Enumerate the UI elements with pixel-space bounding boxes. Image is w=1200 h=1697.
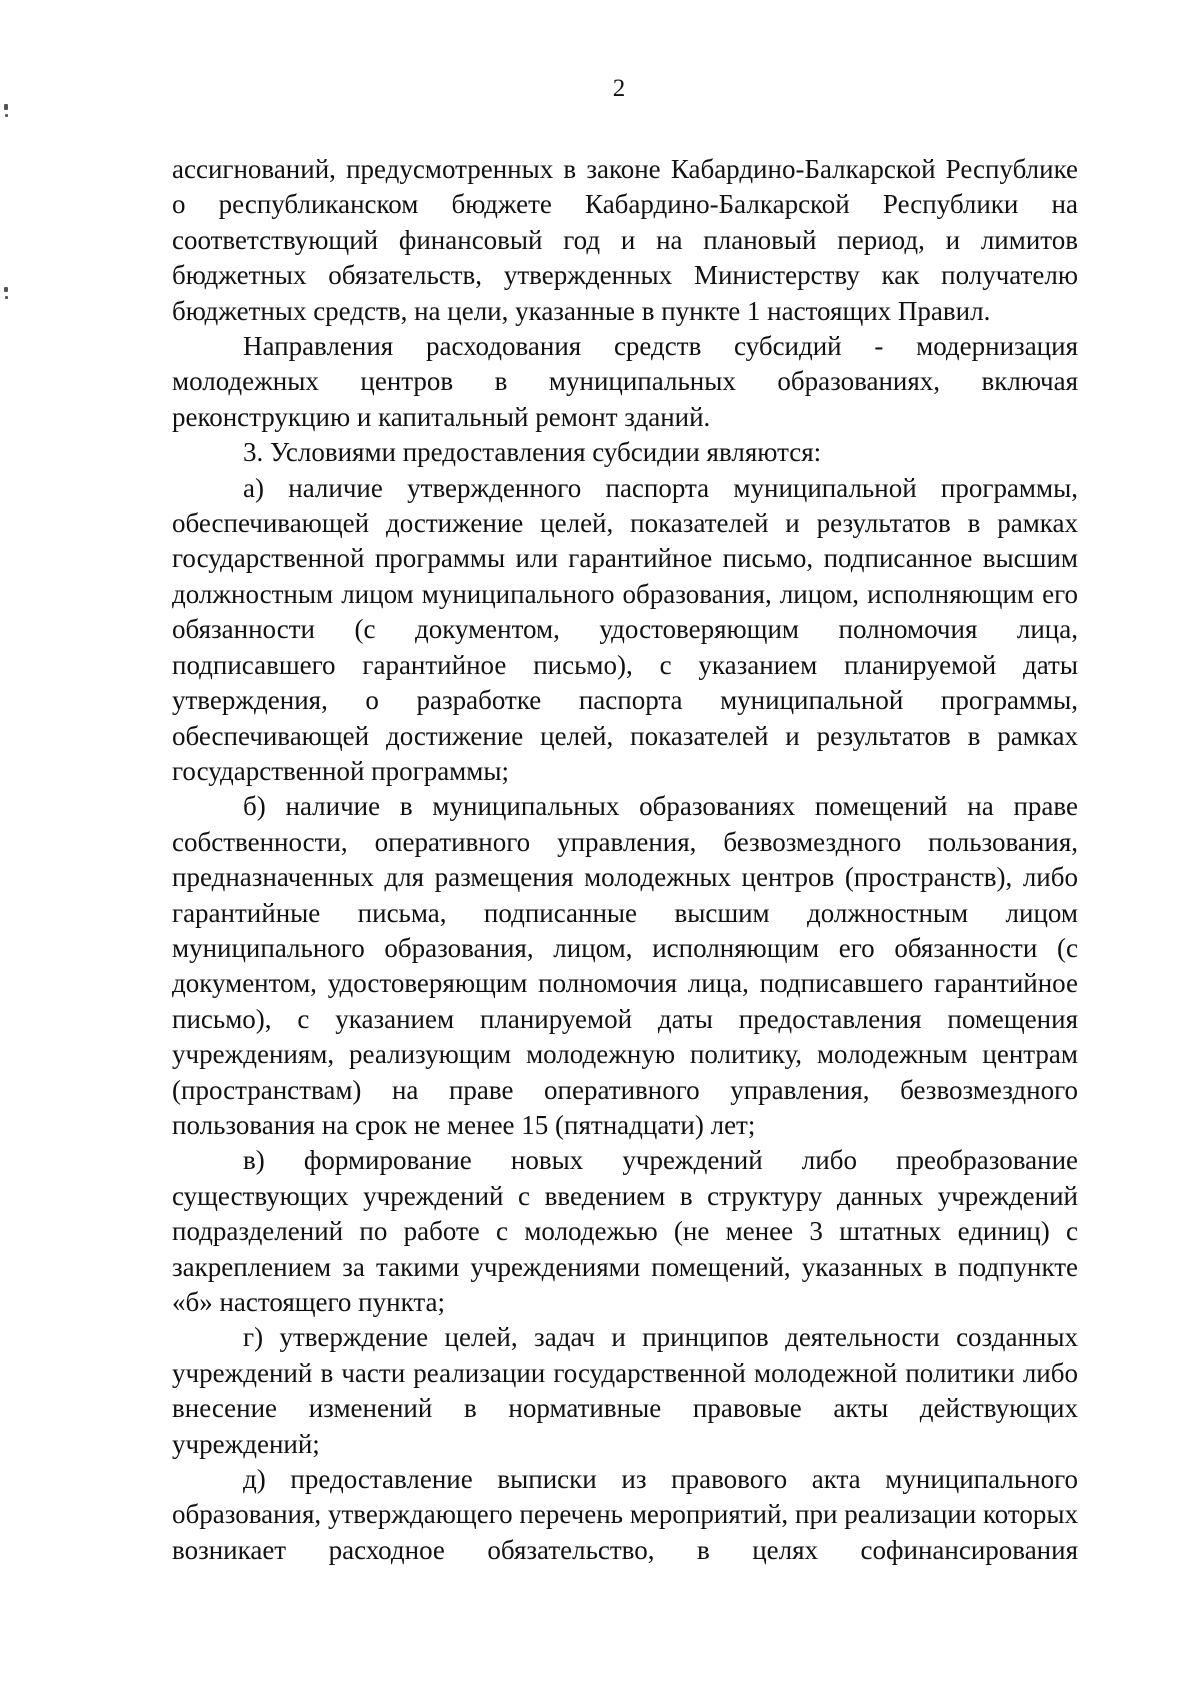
paragraph-spending-directions: Направления расходования средств субсидий - модернизация молодежных центров в муниципальных образованиях, включая реконструкцию и капитальный ремонт зданий. xyxy=(172,331,1078,432)
scan-artifact xyxy=(4,104,8,110)
page-number: 2 xyxy=(612,75,626,102)
paragraph-condition-d: д) предоставление выписки из правового акта муниципального образования, утверждающего перечень мероприятий, при реализации которых возникает расходное обязательство, в целях софинансирования xyxy=(172,1464,1078,1565)
paragraph-conditions-heading: 3. Условиями предоставления субсидии являются: xyxy=(243,437,822,468)
scan-artifact xyxy=(4,287,8,292)
scan-artifact xyxy=(5,296,8,299)
scan-artifact xyxy=(5,114,8,117)
paragraph-condition-v: в) формирование новых учреждений либо преобразование существующих учреждений с введением в структуру данных учреждений подразделений по работе с молодежью (не менее 3 штатных единиц) с закреплением за такими учреждениями помещений, указанных в подпункте «б» настоящего пункта; xyxy=(172,1145,1078,1317)
paragraph-condition-a: а) наличие утвержденного паспорта муниципальной программы, обеспечивающей достижение целей, показателей и результатов в рамках государственной программы или гарантийное письмо, подписанное высшим должностным лицом муниципального образования, лицом, исполняющим его обязанности (с документом, удостоверяющим полномочия лица, подписавшего гарантийное письмо), с указанием планируемой даты утверждения, о разработке паспорта муниципальной программы, обеспечивающей достижение целей, показателей и результатов в рамках государственной программы; xyxy=(172,472,1078,786)
paragraph-appropriations: ассигнований, предусмотренных в законе Кабардино-Балкарской Республике о республиканском бюджете Кабардино-Балкарской Республики на соответствующий финансовый год и на плановый период, и лимитов бюджетных обязательств, утвержденных Министерству как получателю бюджетных средств, на цели, указанные в пункте 1 настоящих Правил. xyxy=(172,154,1078,326)
body-text xyxy=(172,152,1078,1568)
paragraph-condition-g: г) утверждение целей, задач и принципов деятельности созданных учреждений в части реализации государственной молодежной политики либо внесение изменений в нормативные правовые акты действующих учреждений; xyxy=(172,1322,1078,1459)
paragraph-condition-b: б) наличие в муниципальных образованиях помещений на праве собственности, оперативного управления, безвозмездного пользования, предназначенных для размещения молодежных центров (пространств), либо гарантийные письма, подписанные высшим должностным лицом муниципального образования, лицом, исполняющим его обязанности (с документом, удостоверяющим полномочия лица, подписавшего гарантийное письмо), с указанием планируемой даты предоставления помещения учреждениям, реализующим молодежную политику, молодежным центрам (пространствам) на праве оперативного управления, безвозмездного пользования на срок не менее 15 (пятнадцати) лет; xyxy=(172,791,1078,1140)
